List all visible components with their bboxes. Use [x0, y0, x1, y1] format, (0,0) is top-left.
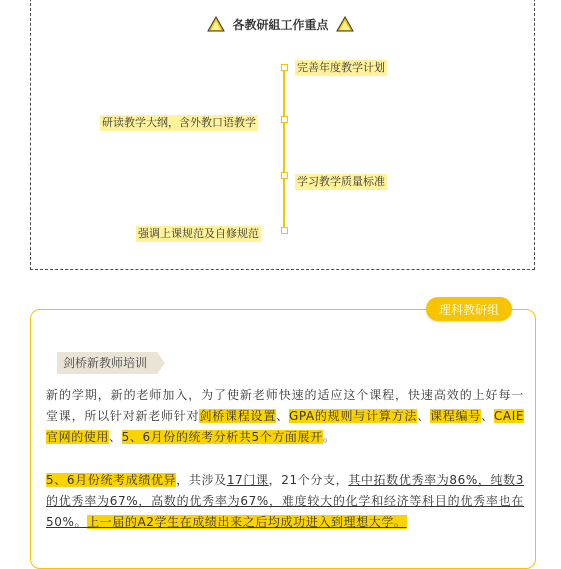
timeline-node — [281, 64, 288, 71]
underline-courses: 17门课 — [226, 473, 269, 487]
timeline-item-4: 强调上课规范及自修规范 — [138, 227, 259, 240]
highlight-a2-students: 上一届的A2学生在成绩出来之后均成功进入到理想大学。 — [87, 515, 407, 529]
timeline-node — [281, 116, 288, 123]
timeline-node — [281, 172, 288, 179]
results-paragraph: 5、6月份统考成绩优异，共涉及17门课，21个分支，其中拓数优秀率为86%，纯数3的优秀率为67%，高数的优秀率为67%，难度较大的化学和经济等科目的优秀率也在50%。上一届的A2学生在成绩出来之后均成功进入到理想大学。 — [46, 473, 525, 529]
timeline-item-3: 学习教学质量标准 — [297, 175, 385, 188]
timeline-item-2: 研读教学大纲，含外教口语教学 — [102, 116, 256, 129]
section-title-row — [0, 14, 561, 34]
section-title: 各教研組工作重点 — [232, 17, 329, 32]
group-tag: 理科教研组 — [426, 297, 512, 321]
highlight-gpa: GPA的规则与计算方法 — [288, 409, 418, 423]
highlight-exam-results: 5、6月份统考成绩优异 — [46, 473, 177, 487]
timeline-line — [283, 66, 285, 234]
highlight-course-code: 课程编号 — [429, 409, 482, 423]
underline-rates: 其中拓数优秀率为86%，纯数3的优秀率为67%，高数的优秀率为67%，难度较大的化学和经济等科目的优秀率也在50%。 — [46, 473, 525, 529]
highlight-caie: CAIE官网的使用 — [46, 409, 525, 444]
warning-triangle-icon — [336, 16, 354, 32]
training-paragraph: 新的学期，新的老师加入，为了使新老师快速的适应这个课程，快速高效的上好每一堂课，所以针对新老师针对剑桥课程设置、GPA的规则与计算方法、课程编号、CAIE官网的使用、5、6月份的统考分析共5个方面展开。 — [46, 388, 525, 444]
timeline-item-1: 完善年度教学计划 — [297, 61, 385, 74]
highlight-course-setup: 剑桥课程设置 — [199, 409, 277, 423]
warning-triangle-icon — [207, 16, 225, 32]
training-subheading: 剑桥新教师培训 — [57, 352, 157, 374]
timeline-node — [281, 227, 288, 234]
highlight-exam-analysis: 5、6月份的统考分析共5个方面展开 — [121, 430, 323, 444]
